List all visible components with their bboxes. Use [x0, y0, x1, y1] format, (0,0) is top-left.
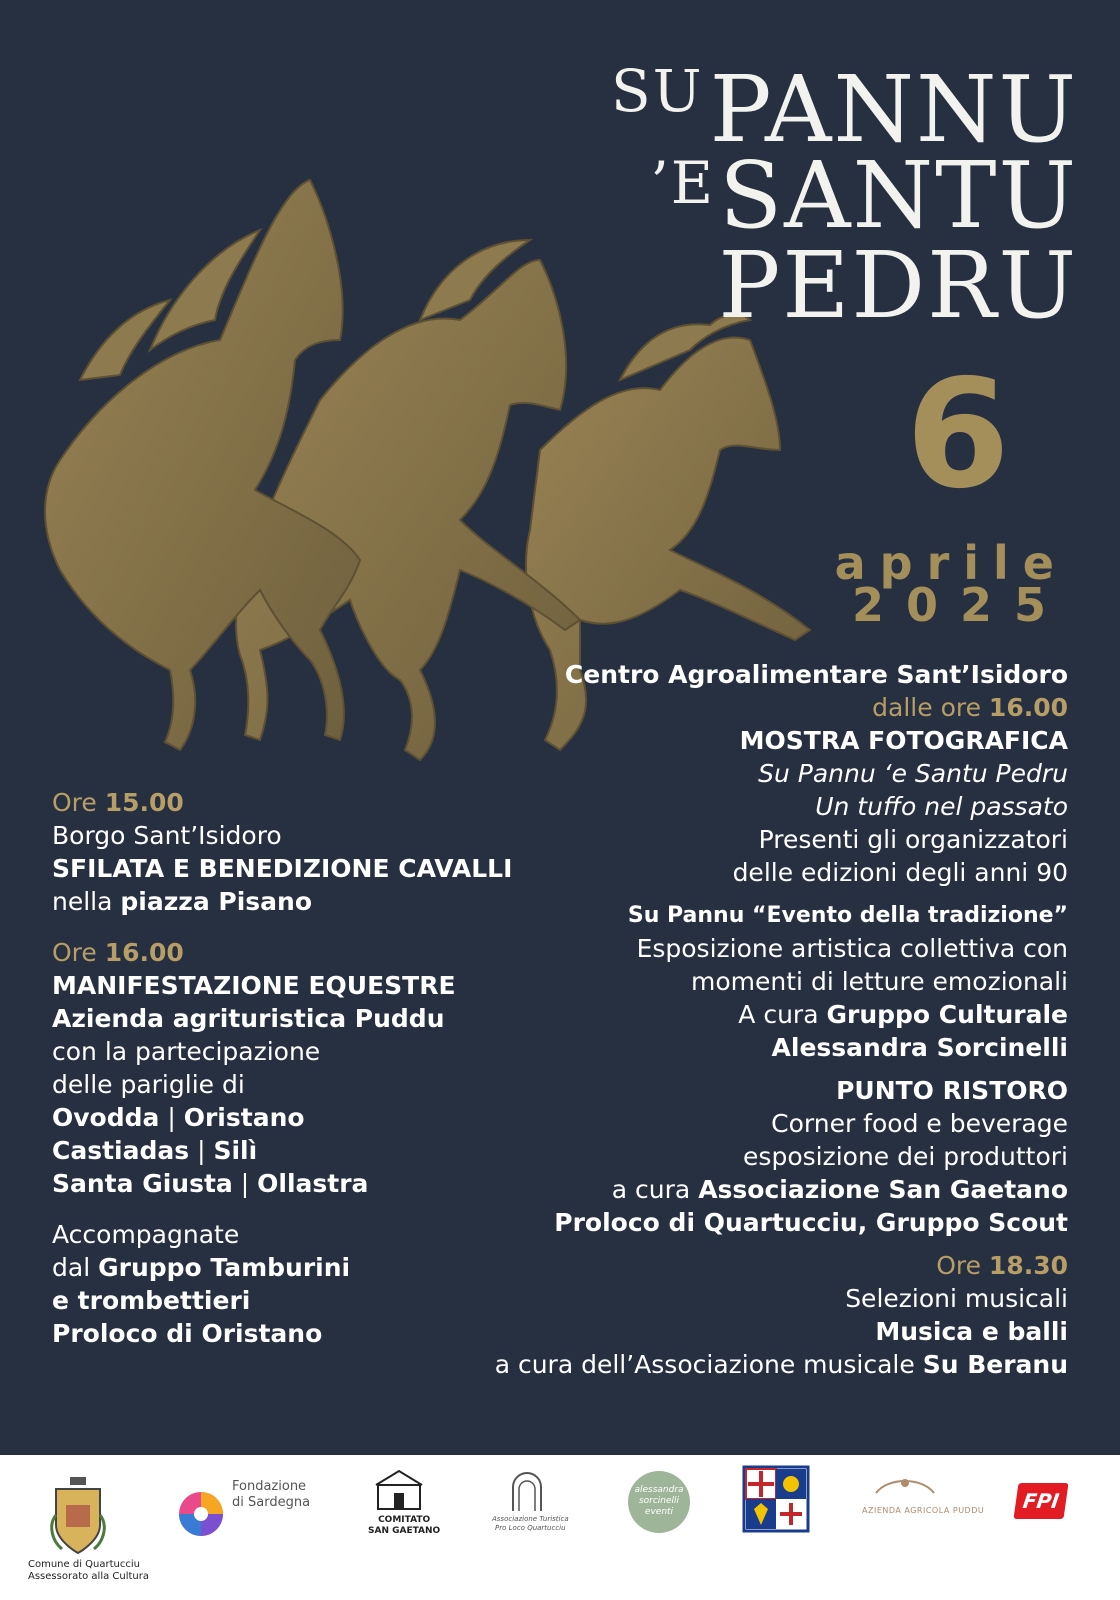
pariglia-castiadas: Castiadas — [52, 1136, 190, 1165]
pariglie-row-1 — [52, 1101, 572, 1134]
evening-line-3 — [428, 1348, 1068, 1381]
azienda-ornament-icon — [872, 1473, 938, 1501]
event2-title: MANIFESTAZIONE EQUESTRE — [52, 971, 456, 1000]
event1-place: Borgo Sant’Isidoro — [52, 821, 282, 850]
title-line-3: PEDRU — [718, 232, 1078, 339]
title-santu: SANTU — [719, 142, 1078, 249]
event2-host: Azienda agrituristica Puddu — [52, 1004, 445, 1033]
pariglia-ollastra: Ollastra — [257, 1169, 369, 1198]
evening-curator: Su Beranu — [922, 1350, 1068, 1379]
event1-title: SFILATA E BENEDIZIONE CAVALLI — [52, 854, 513, 883]
venue: Centro Agroalimentare Sant’Isidoro — [564, 660, 1068, 689]
event-title — [610, 56, 1078, 339]
title-pannu: PANNU — [709, 56, 1078, 163]
tradition-curator-prefix: A cura — [738, 1000, 827, 1029]
tradition-curator: Gruppo Culturale — [826, 1000, 1068, 1029]
event2-time — [52, 936, 572, 969]
comitato-church-icon — [372, 1467, 426, 1511]
accompany-line-2 — [52, 1251, 572, 1284]
pariglia-oristano: Oristano — [183, 1103, 305, 1132]
evening-time-value: 18.30 — [988, 1251, 1068, 1280]
event2-line-2: con la partecipazione — [52, 1037, 321, 1066]
comitato-line-1: COMITATO — [378, 1515, 431, 1525]
event1-location-prefix: nella — [52, 887, 121, 916]
exhibit-subtitle-2: Un tuffo nel passato — [815, 792, 1068, 821]
fondazione-line-1: Fondazione — [232, 1479, 307, 1494]
comune-caption — [28, 1559, 149, 1583]
sorcinelli-line-2: sorcinelli — [638, 1496, 680, 1506]
pariglia-sili: Silì — [213, 1136, 258, 1165]
exhibit-note-2: delle edizioni degli anni 90 — [732, 858, 1068, 887]
fondazione-caption — [232, 1479, 310, 1511]
tradition-line-4: Alessandra Sorcinelli — [771, 1033, 1068, 1062]
evening-time-prefix: Ore — [936, 1251, 989, 1280]
tradition-event-title: Su Pannu “Evento della tradizione” — [627, 903, 1068, 928]
evening-line-2: Musica e balli — [875, 1317, 1068, 1346]
proloco-caption — [492, 1515, 569, 1533]
event2-line-3: delle pariglie di — [52, 1070, 245, 1099]
comune-crest-icon — [48, 1475, 108, 1557]
fondazione-logo-icon — [178, 1491, 224, 1537]
scout-shield-icon — [742, 1465, 810, 1533]
proloco-arch-icon — [507, 1469, 547, 1513]
proloco-line-1: Associazione Turistica — [492, 1515, 569, 1523]
title-small-e: ’E — [650, 149, 716, 217]
exhibit-title: MOSTRA FOTOGRAFICA — [739, 726, 1068, 755]
ristoro-curator-prefix: a cura — [611, 1175, 699, 1204]
pariglia-ovodda: Ovodda — [52, 1103, 160, 1132]
pariglia-santa-giusta: Santa Giusta — [52, 1169, 233, 1198]
ristoro-line-1: Corner food e beverage — [771, 1109, 1068, 1138]
proloco-line-2: Pro Loco Quartucciu — [495, 1524, 566, 1532]
start-time — [428, 691, 1068, 724]
event-day: 6 — [905, 348, 1010, 522]
accompany-prefix: dal — [52, 1253, 99, 1282]
start-time-value: 16.00 — [988, 693, 1068, 722]
sorcinelli-line-3: eventi — [644, 1507, 674, 1517]
ristoro-line-2: esposizione dei produttori — [743, 1142, 1068, 1171]
separator: | — [159, 1103, 184, 1132]
title-small-su: SU — [610, 57, 704, 125]
sorcinelli-logo — [628, 1471, 690, 1533]
event-month: aprile — [834, 536, 1068, 590]
pariglie-row-3 — [52, 1167, 572, 1200]
exhibit-subtitle-1: Su Pannu ‘e Santu Pedru — [758, 759, 1068, 788]
accompany-group: Gruppo Tamburini — [98, 1253, 351, 1282]
pariglie-row-2 — [52, 1134, 572, 1167]
tradition-line-1: Esposizione artistica collettiva con — [636, 934, 1068, 963]
event1-time-value: 15.00 — [104, 788, 184, 817]
fpi-logo: FPI — [1013, 1483, 1068, 1519]
ristoro-curator: Associazione San Gaetano — [698, 1175, 1068, 1204]
event2-time-prefix: Ore — [52, 938, 105, 967]
ristoro-line-4: Proloco di Quartucciu, Gruppo Scout — [554, 1208, 1068, 1237]
separator: | — [232, 1169, 258, 1198]
exhibit-note-1: Presenti gli organizzatori — [758, 825, 1068, 854]
ristoro-title: PUNTO RISTORO — [836, 1076, 1068, 1105]
separator: | — [189, 1136, 214, 1165]
event2-time-value: 16.00 — [104, 938, 184, 967]
comune-dept: Assessorato alla Cultura — [28, 1571, 149, 1582]
event-year: 2025 — [851, 578, 1068, 632]
comune-name: Comune di Quartucciu — [28, 1559, 140, 1570]
event1-location-name: piazza Pisano — [120, 887, 313, 916]
accompany-line-3: e trombettieri — [52, 1286, 251, 1315]
tradition-line-2: momenti di letture emozionali — [691, 967, 1068, 996]
sorcinelli-line-1: alessandra — [634, 1485, 684, 1495]
event1-time-prefix: Ore — [52, 788, 105, 817]
evening-line-1: Selezioni musicali — [845, 1284, 1068, 1313]
start-time-prefix: dalle ore — [872, 693, 989, 722]
accompany-line-1: Accompagnate — [52, 1220, 240, 1249]
program-left — [52, 786, 572, 1350]
sponsor-footer — [0, 1455, 1120, 1600]
comitato-line-2: SAN GAETANO — [368, 1526, 441, 1536]
event1-location — [52, 885, 572, 918]
comitato-caption — [368, 1515, 440, 1537]
fondazione-line-2: di Sardegna — [232, 1495, 311, 1510]
accompany-line-4: Proloco di Oristano — [52, 1319, 323, 1348]
title-line-2 — [611, 142, 1078, 249]
event1-time — [52, 786, 572, 819]
evening-curator-prefix: a cura dell’Associazione musicale — [494, 1350, 923, 1379]
azienda-caption: AZIENDA AGRICOLA PUDDU — [862, 1506, 985, 1515]
